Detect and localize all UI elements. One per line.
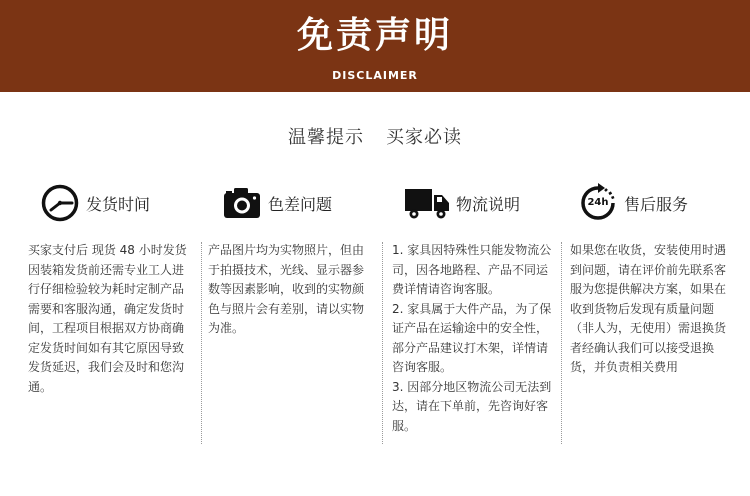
logistics-paragraph-2: 2. 家具属于大件产品，为了保证产品在运输途中的安全性，部分产品建议打木架，详情请咨询客服。 — [392, 301, 552, 374]
after-sales-text — [570, 241, 730, 378]
after-sales-header — [578, 180, 688, 226]
logistics-paragraph-1: 1. 家具因特殊性只能发物流公司，因各地路程、产品不同运费详情请咨询客服。 — [392, 243, 552, 296]
shipping-time-text — [28, 241, 192, 397]
logistics-title: 物流说明 — [456, 194, 521, 214]
after-sales-paragraph: 如果您在收货，安装使用时遇到问题，请在评价前先联系客服为您提供解决方案，如果在收到货物后发现有质量问题（非人为，无使用）需退换货者经确认我们可以接受退换货，并负责相关费用 — [570, 243, 727, 374]
clock-icon — [40, 183, 80, 223]
banner-title: 免责声明 — [296, 15, 453, 56]
24h-service-icon — [578, 183, 618, 223]
camera-icon — [222, 183, 262, 223]
truck-icon — [404, 183, 450, 223]
shipping-time-paragraph: 买家支付后 现货 48 小时发货 因装箱发货前还需专业工人进行仔细检验较为耗时定制产品需要和客服沟通，确定发货时间，工程项目根据双方协商确定发货时间如有其它原因导致发货延迟，我们会及时和您沟通。 — [28, 243, 187, 394]
color-difference-title: 色差问题 — [268, 194, 333, 214]
logistics-paragraph-3: 3. 因部分地区物流公司无法到达，请在下单前，先咨询好客服。 — [392, 379, 552, 433]
logistics-header — [404, 180, 520, 226]
shipping-time-header — [40, 180, 150, 226]
disclaimer-banner — [0, 0, 750, 92]
banner-subtitle: DISCLAIMER — [332, 69, 418, 82]
column-divider — [201, 242, 202, 444]
tips-heading — [0, 126, 750, 150]
color-difference-header — [222, 180, 332, 226]
color-difference-paragraph: 产品图片均为实物照片，但由于拍摄技术，光线、显示器参数等因素影响，收到的实物颜色与照片会有差别，请以实物为准。 — [208, 243, 365, 335]
after-sales-title: 售后服务 — [624, 194, 689, 214]
color-difference-text — [208, 241, 372, 339]
24h-label: 24h — [587, 197, 609, 208]
column-divider — [382, 242, 383, 444]
tips-heading-left: 温馨提示 — [288, 127, 364, 148]
logistics-text — [392, 241, 557, 436]
column-divider — [561, 242, 562, 444]
shipping-time-title: 发货时间 — [86, 194, 151, 214]
tips-heading-right: 买家必读 — [386, 127, 462, 148]
